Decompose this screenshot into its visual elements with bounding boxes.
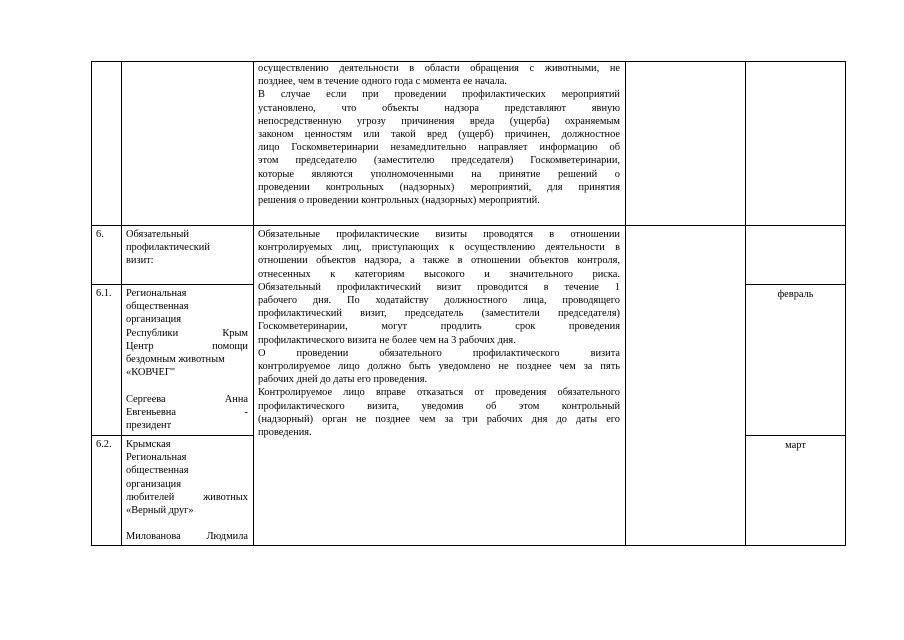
text-line: лицо Госкомветеринарии незамедлительно направляет информацию об xyxy=(258,142,620,154)
table-border-left xyxy=(91,61,92,546)
row-61-month: февраль xyxy=(777,289,814,300)
org-line: «Верный друг» xyxy=(126,505,194,517)
col-divider-unit xyxy=(745,61,746,546)
desc-line: рабочих дней до даты его проведения. xyxy=(258,374,428,386)
org-line: «КОВЧЕГ" xyxy=(126,367,176,379)
org-line: Региональная xyxy=(126,288,187,299)
desc-line: профилактического визита, уведомив об этом контрольный xyxy=(258,400,620,412)
desc-line: отношении объектов надзора, а также в отношении объектов контроля, xyxy=(258,255,620,267)
desc-line: контролируемое лицо должно быть уведомлено не позднее чем за пять xyxy=(258,361,620,373)
text-line: законом ценностям или такой вред (ущерб) причинен, должностное xyxy=(258,129,620,141)
person-line: Сергеева Анна xyxy=(126,393,248,405)
org-line: общественная xyxy=(126,465,189,477)
spacer-line xyxy=(126,517,248,530)
desc-line: (надзорный) орган не позднее чем за три рабочих дня до даты его xyxy=(258,413,620,425)
desc-line: рабочего дня. По ходатайству должностного лица, проводящего xyxy=(258,295,620,307)
person-line: Милованова Людмила xyxy=(126,531,248,543)
desc-line: О проведении обязательного профилактического визита xyxy=(258,347,620,359)
row-6-number: 6. xyxy=(96,229,104,240)
org-line: бездомным животным xyxy=(126,354,225,366)
desc-line: проведения. xyxy=(258,427,312,439)
title-line: профилактический xyxy=(126,242,210,254)
table-border-bottom xyxy=(91,545,846,546)
table-border-right xyxy=(845,61,846,546)
person-line: Евгеньевна - xyxy=(126,406,248,418)
desc-line: профилактического визита не более чем на 3 рабочих дня. xyxy=(258,334,516,346)
row-divider-62-right xyxy=(745,435,846,436)
desc-line: контролируемых лиц, приступающих к осуществлению деятельности в xyxy=(258,242,620,254)
row-62-organization xyxy=(126,438,248,544)
text-line: позднее, чем в течение одного года с момента ее начала. xyxy=(258,76,507,88)
org-line: организация xyxy=(126,478,182,490)
row-6-description xyxy=(258,228,620,439)
title-line: визит: xyxy=(126,255,154,267)
text-line: этом председателю (заместителю председателя) Госкомветеринарии, xyxy=(258,155,620,167)
org-line: Центр помощи xyxy=(126,340,248,352)
text-line: решения о проведении контрольных (надзорных) мероприятий. xyxy=(258,195,540,207)
row-62-month: март xyxy=(785,440,806,451)
desc-line: Обязательный профилактический визит проводится в течение 1 xyxy=(258,281,620,293)
title-line: Обязательный xyxy=(126,229,189,240)
text-line: проведении контрольных (надзорных) мероприятий, для принятия xyxy=(258,181,620,193)
desc-line: Госкомветеринарии, могут продлить срок проведения xyxy=(258,321,620,333)
row-divider-62-left xyxy=(91,435,254,436)
row-61-organization xyxy=(126,287,248,432)
text-line: установлено, что объекты надзора представляют явную xyxy=(258,102,620,114)
org-line: общественная xyxy=(126,301,189,313)
row-divider-61-right xyxy=(745,284,846,285)
top-row-text xyxy=(258,62,620,207)
row-62-number: 6.2. xyxy=(96,439,112,450)
text-line: которые являются уполномоченными на принятие решений о xyxy=(258,168,620,180)
org-line: организация xyxy=(126,314,182,326)
row-61-number: 6.1. xyxy=(96,288,112,299)
desc-line: отнесенных к категориям высокого и значительного риска. xyxy=(258,268,620,280)
desc-line: профилактический визит, председатель (заместители председателя) xyxy=(258,308,620,320)
org-line: Региональная xyxy=(126,452,187,464)
desc-line: Обязательные профилактические визиты проводятся в отношении xyxy=(258,229,620,240)
row-divider-61-left xyxy=(91,284,254,285)
row-6-title xyxy=(126,228,248,268)
spacer-line xyxy=(126,379,248,392)
person-line: президент xyxy=(126,420,172,432)
text-line: осуществлению деятельности в области обращения с животными, не xyxy=(258,63,620,74)
org-line: любителей животных xyxy=(126,491,248,503)
org-line: Крымская xyxy=(126,439,171,450)
row-divider-6 xyxy=(91,225,846,226)
text-line: непосредственную угрозу причинения вреда (ущерба) охраняемым xyxy=(258,115,620,127)
text-line: В случае если при проведении профилактических мероприятий xyxy=(258,89,620,101)
col-divider-desc xyxy=(625,61,626,546)
org-line: Республики Крым xyxy=(126,327,248,339)
col-divider-name xyxy=(253,61,254,546)
desc-line: Контролируемое лицо вправе отказаться от проведения обязательного xyxy=(258,387,620,399)
col-divider-num xyxy=(121,61,122,546)
